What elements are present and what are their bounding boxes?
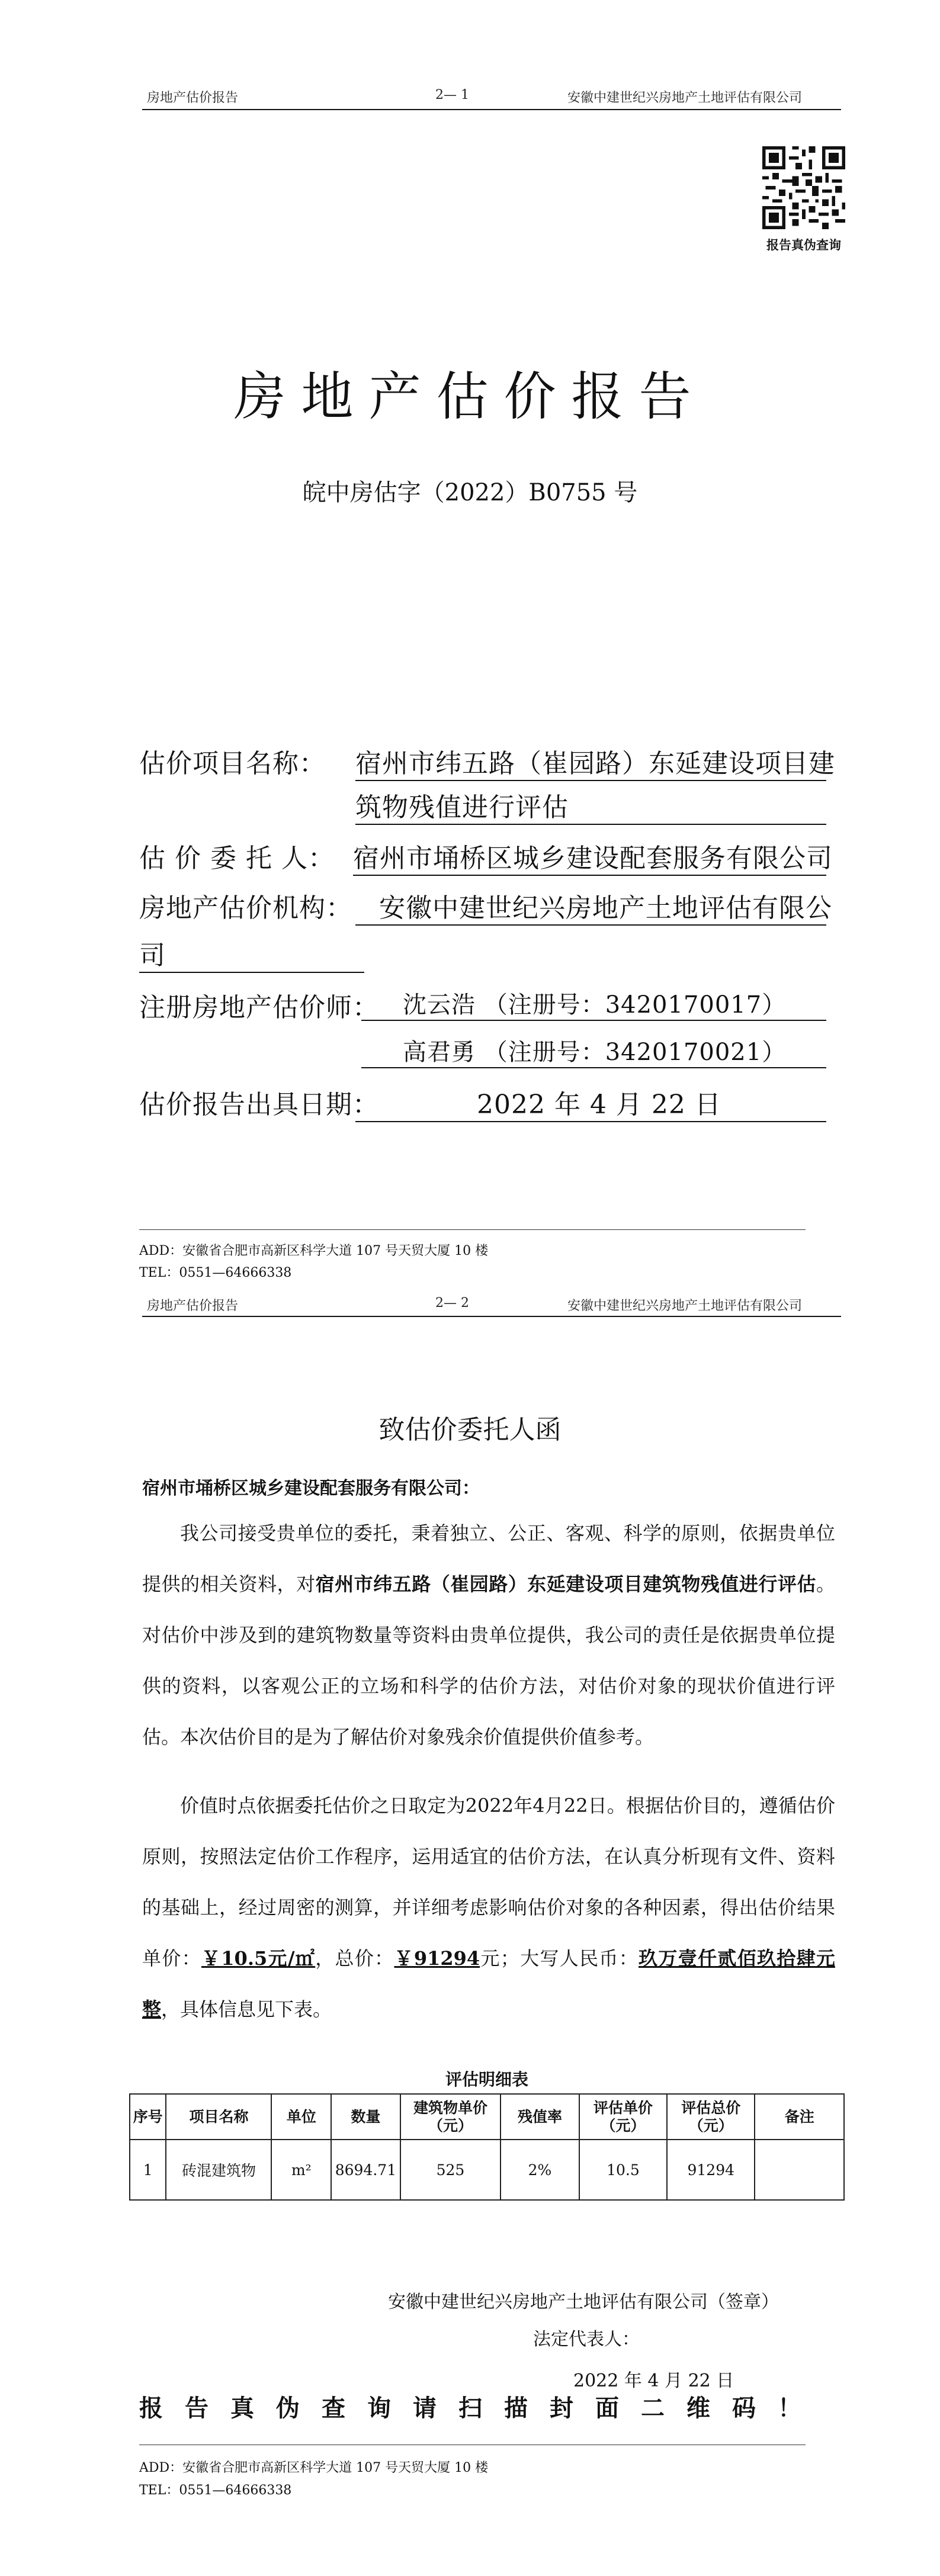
para1-project-name: 宿州市纬五路（崔园路）东延建设项目建筑物残值进行评估 — [315, 1573, 816, 1595]
letter-paragraph-2 — [142, 1780, 835, 2035]
col-header-index: 序号 — [130, 2094, 166, 2140]
cell-remarks — [755, 2140, 844, 2200]
project-name-line2: 筑物残值进行评估 — [355, 786, 826, 825]
project-name-line1: 宿州市纬五路（崔园路）东延建设项目建 — [355, 742, 826, 781]
client-value: 宿州市埇桥区城乡建设配套服务有限公司 — [353, 837, 826, 876]
para2-text-c: 元；大写人民币： — [480, 1947, 639, 1970]
page2-header-right: 安徽中建世纪兴房地产土地评估有限公司 — [567, 1299, 803, 1313]
table-row — [130, 2140, 844, 2200]
appraiser-1: 沈云浩 （注册号：3420170017） — [361, 986, 826, 1021]
para1-text-a: 我公司接受贵单位的委托，秉着独立、公正、客观、科学的原则，依据贵单位提供的相关资料，对 — [142, 1522, 835, 1595]
col-header-valuation-total: 评估总价（元） — [667, 2094, 755, 2140]
para2-total-chinese: 玖万壹仟贰佰玖拾肆元整 — [142, 1947, 835, 2021]
letter-paragraph-1 — [142, 1508, 835, 1762]
letter-addressee: 宿州市埇桥区城乡建设配套服务有限公司： — [142, 1478, 480, 1499]
signature-legal-rep: 法定代表人： — [533, 2329, 640, 2350]
agency-line1: 安徽中建世纪兴房地产土地评估有限公 — [355, 886, 826, 926]
page1-header-right: 安徽中建世纪兴房地产土地评估有限公司 — [567, 91, 803, 105]
client-label: 估 价 委 托 人： — [139, 843, 335, 873]
cell-valuation-total: 91294 — [667, 2140, 755, 2200]
appraiser-2: 高君勇 （注册号：3420170021） — [361, 1033, 826, 1068]
signature-date: 2022 年 4 月 22 日 — [573, 2371, 734, 2391]
project-name-label: 估价项目名称： — [139, 749, 326, 779]
page2-header-page-number: 2— 2 — [435, 1296, 469, 1311]
col-header-remarks: 备注 — [755, 2094, 844, 2140]
para2-text-a: 价值时点依据委托估价之日取定为2022年4月22日。根据估价目的，遵循估价原则，按照法定估价工作程序，运用适宜的估价方法，在认真分析现有文件、资料的基础上，经过周密的测算，并详细考虑影响估价对象的各种因素，得出估价结果单价： — [142, 1794, 835, 1970]
para1-text-c: 。对估价中涉及到的建筑物数量等资料由贵单位提供，我公司的责任是依据贵单位提供的资料，以客观公正的立场和科学的估价方法，对估价对象的现状价值进行评估。本次估价目的是为了解估价对象残余价值提供价值参考。 — [142, 1573, 835, 1748]
valuation-detail-table — [129, 2093, 845, 2201]
col-header-residual-rate: 残值率 — [501, 2094, 579, 2140]
cell-valuation-unit-price: 10.5 — [579, 2140, 667, 2200]
qr-code-icon[interactable] — [762, 146, 845, 229]
report-title: 房地产估价报告 — [233, 366, 707, 427]
qr-caption: 报告真伪查询 — [766, 237, 841, 252]
page2-footer-address: ADD：安徽省合肥市高新区科学大道 107 号天贸大厦 10 楼 — [139, 2461, 489, 2475]
para2-unit-price: ￥10.5元/㎡ — [201, 1947, 316, 1970]
appraiser-label: 注册房地产估价师： — [139, 993, 379, 1023]
page1-footer-address: ADD：安徽省合肥市高新区科学大道 107 号天贸大厦 10 楼 — [139, 1244, 489, 1258]
page1-footer-tel: TEL：0551—64666338 — [139, 1265, 292, 1280]
para2-total-price: ￥91294 — [394, 1947, 480, 1970]
cell-quantity: 8694.71 — [331, 2140, 400, 2200]
agency-label: 房地产估价机构： — [139, 893, 352, 923]
cell-index: 1 — [130, 2140, 166, 2200]
col-header-building-unit-price: 建筑物单价（元） — [400, 2094, 501, 2140]
page1-header-page-number: 2— 1 — [435, 88, 469, 102]
page2-header-left: 房地产估价报告 — [147, 1299, 239, 1313]
cell-unit: m² — [271, 2140, 331, 2200]
col-header-valuation-unit-price: 评估单价（元） — [579, 2094, 667, 2140]
page1-header-left: 房地产估价报告 — [147, 91, 239, 105]
page1-footer-rule — [139, 1229, 806, 1230]
report-date-value: 2022 年 4 月 22 日 — [355, 1083, 826, 1122]
col-header-quantity: 数量 — [331, 2094, 400, 2140]
col-header-item-name: 项目名称 — [166, 2094, 271, 2140]
cell-building-unit-price: 525 — [400, 2140, 501, 2200]
cell-residual-rate: 2% — [501, 2140, 579, 2200]
col-header-unit: 单位 — [271, 2094, 331, 2140]
authenticity-notice: 报告真伪查询请扫描封面二维码！ — [139, 2394, 823, 2422]
table-header-row — [130, 2094, 844, 2140]
para2-text-d: ，具体信息见下表。 — [161, 1998, 332, 2021]
signature-company: 安徽中建世纪兴房地产土地评估有限公司（签章） — [388, 2292, 779, 2312]
page1-header-rule — [142, 109, 841, 110]
para2-text-b: ，总价： — [315, 1947, 394, 1970]
page2-header-rule — [142, 1316, 841, 1317]
report-date-label: 估价报告出具日期： — [139, 1090, 379, 1120]
table-caption: 评估明细表 — [445, 2070, 528, 2089]
cell-item-name: 砖混建筑物 — [166, 2140, 271, 2200]
page2-footer-tel: TEL：0551—64666338 — [139, 2483, 292, 2498]
report-number: 皖中房估字（2022）B0755 号 — [302, 479, 638, 506]
agency-line2: 司 — [139, 934, 364, 973]
letter-title: 致估价委托人函 — [378, 1415, 562, 1445]
